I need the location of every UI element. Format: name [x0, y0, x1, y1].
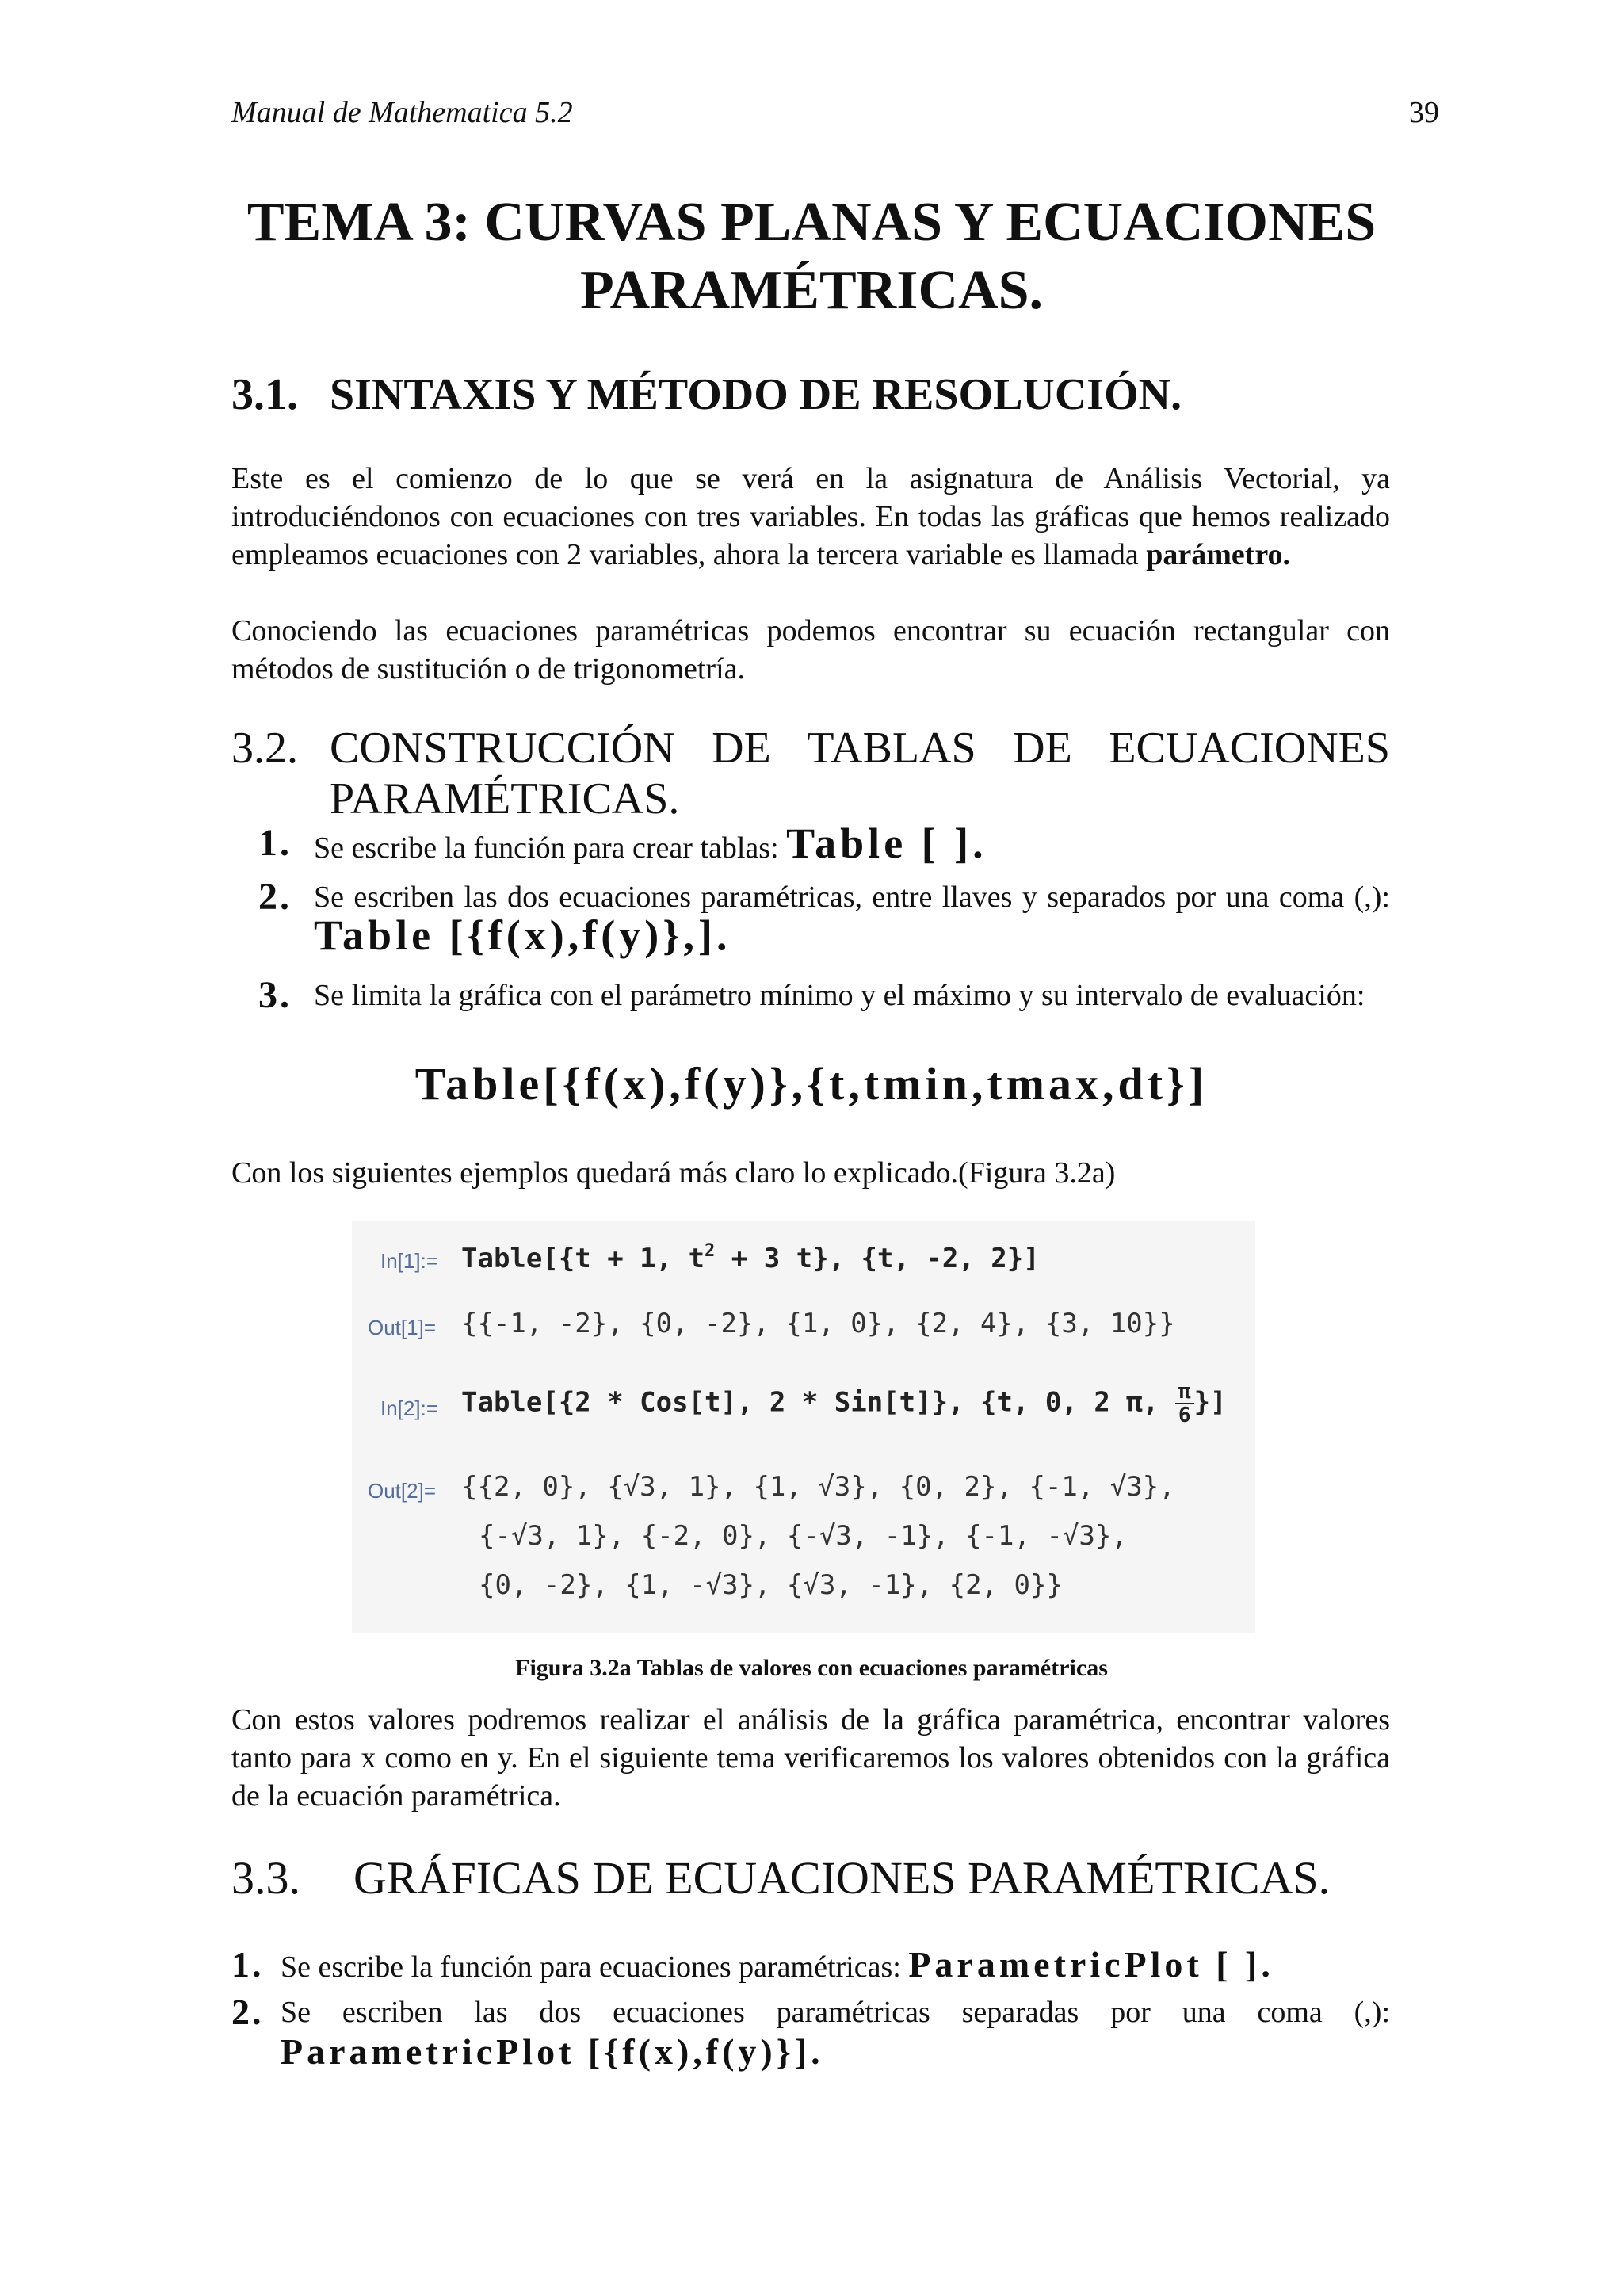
section-title-line1: CONSTRUCCIÓN DE TABLAS DE ECUACIONES [330, 724, 1390, 773]
code-snippet: Table [{f(x),f(y)},]. [314, 911, 731, 959]
paragraph-rectangular: Conociendo las ecuaciones paramétricas podemos encontrar su ecuación rectangular con métodos de sustitución o de trigonometría. [231, 614, 1390, 686]
section-number: 3.1. [231, 370, 298, 419]
paragraph-intro [231, 460, 1390, 574]
section-title: GRÁFICAS DE ECUACIONES PARAMÉTRICAS. [353, 1852, 1331, 1904]
out2-result-line2: {-√3, 1}, {-2, 0}, {-√3, -1}, {-1, -√3}, [479, 1520, 1128, 1552]
section-3-1-heading [231, 369, 1182, 420]
step-item [258, 819, 1390, 867]
step-number: 2. [258, 876, 292, 918]
fraction: $\frac{\pi}{6}$ [1175, 1381, 1194, 1427]
step-text: Se escribe la función para crear tablas: [314, 831, 787, 865]
out1-result: {{-1, -2}, {0, -2}, {1, 0}, {2, 4}, {3, 10}} [461, 1308, 1175, 1339]
page-number: 39 [1409, 96, 1439, 129]
step-number: 2. [231, 1992, 264, 2032]
step-text: Se limita la gráfica con el parámetro mínimo y el máximo y su intervalo de evaluación: [314, 979, 1365, 1012]
code-snippet: ParametricPlot [ ]. [908, 1944, 1274, 1985]
in2-label: In[2]:= [380, 1396, 438, 1420]
step-item [258, 976, 1390, 1014]
code-snippet: Table [ ]. [786, 819, 987, 867]
in1-label: In[1]:= [380, 1249, 438, 1273]
paragraph-examples-intro: Con los siguientes ejemplos quedará más claro lo explicado.(Figura 3.2a) [231, 1156, 1116, 1190]
bold-term: parámetro. [1146, 538, 1291, 571]
step-item [231, 1992, 1390, 2074]
code-snippet: ParametricPlot [{f(x),f(y)}]. [281, 2031, 824, 2072]
section-number: 3.3. [231, 1852, 300, 1904]
mathematica-figure [352, 1221, 1255, 1633]
out1-label: Out[1]= [368, 1316, 436, 1339]
paragraph-analysis: Con estos valores podremos realizar el análisis de la gráfica paramétrica, encontrar valores tanto para x como en y. En el siguiente tema verificaremos los valores obtenidos con la gráfica de la ecuación paramétrica. [231, 1703, 1390, 1813]
in1-code: Table[{t + 1, $t^2 + 3$ t}, {t, -2, 2}] [461, 1241, 1040, 1274]
step-number: 1. [231, 1944, 264, 1985]
step-item [231, 1945, 1390, 1987]
step-number: 3. [258, 974, 292, 1016]
step-number: 1. [258, 822, 292, 864]
paragraph-text: Este es el comienzo de lo que se verá en la asignatura de Análisis Vectorial, ya introduciéndonos con ecuaciones con tres variables. En todas las gráficas que hemos realizado empleamos ecuaciones con 2 variables, ahora la tercera variable es llamada [231, 462, 1390, 571]
chapter-title: TEMA 3: CURVAS PLANAS Y ECUACIONES PARAMÉTRICAS. [246, 192, 1377, 321]
out2-label: Out[2]= [368, 1479, 436, 1503]
section-title: SINTAXIS Y MÉTODO DE RESOLUCIÓN. [330, 370, 1182, 419]
step-text: Se escriben las dos ecuaciones paramétricas separadas por una coma (,): [281, 1996, 1390, 2029]
section-3-3-heading [231, 1851, 1330, 1904]
out2-result-line1: {{2, 0}, {√3, 1}, {1, √3}, {0, 2}, {-1, √3}, [461, 1471, 1175, 1503]
running-title: Manual de Mathematica 5.2 [231, 96, 573, 129]
section-title-line2: PARAMÉTRICAS. [330, 774, 680, 823]
step-text: Se escribe la función para ecuaciones paramétricas: [281, 1950, 909, 1984]
section-3-2-heading [231, 723, 1390, 824]
section-number: 3.2. [231, 724, 298, 773]
step-text: Se escriben las dos ecuaciones paramétricas, entre llaves y separados por una coma (,): [314, 881, 1390, 914]
in2-code: Table[{2 * Cos[t], 2 * Sin[t]}, {t, 0, 2 π, $\frac{\pi}{6}$ }] [461, 1380, 1227, 1427]
step-item [258, 878, 1390, 959]
code-snippet-table-full: Table[{f(x),f(y)},{t,tmin,tmax,dt}] [414, 1058, 1209, 1110]
figure-caption: Figura 3.2a Tablas de valores con ecuaciones paramétricas [515, 1655, 1108, 1681]
out2-result-line3: {0, -2}, {1, -√3}, {√3, -1}, {2, 0}} [479, 1569, 1063, 1601]
